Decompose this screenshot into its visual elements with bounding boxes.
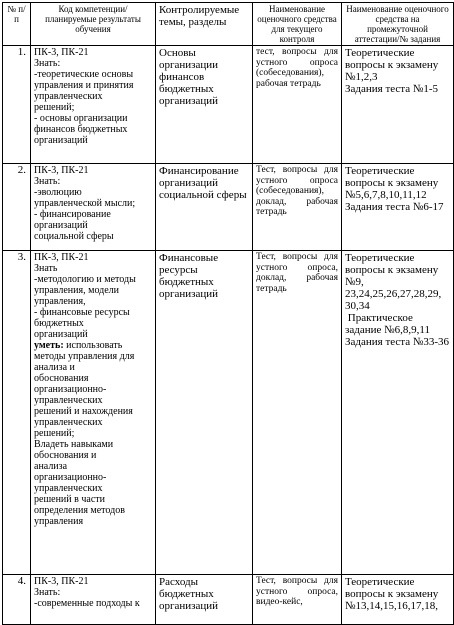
- attestation-cell: [342, 575, 454, 625]
- row-number: 1.: [3, 46, 31, 164]
- header-attestation: Наименование оценочного средства на промежуточной аттестации/№ задания: [342, 3, 454, 46]
- competence-line: организационно-: [34, 384, 107, 395]
- competence-line: ПК-3, ПК-21: [34, 165, 89, 176]
- competence-line: -современные подходы к: [34, 598, 140, 609]
- attestation-line: Практическое задание №6,8,9,11: [345, 312, 430, 336]
- competence-line: управления: [34, 516, 84, 527]
- competence-line: Знать:: [34, 587, 61, 598]
- competence-line: ПК-3, ПК-21: [34, 47, 89, 58]
- competence-line: решений;: [34, 428, 75, 439]
- competence-line: организаций: [34, 329, 88, 340]
- competence-line: решений и нахождения: [34, 406, 133, 417]
- current-control-cell: тест, вопросы для устного опроса (собеседования), рабочая тетрадь: [253, 46, 342, 164]
- table-row: [3, 164, 454, 251]
- competence-cell: [31, 46, 156, 164]
- table-row: [3, 575, 454, 625]
- competence-line: управления, модели: [34, 285, 120, 296]
- attestation-line: Теоретические вопросы к экзамену №13,14,15,16,17,18,: [345, 576, 442, 612]
- competence-line: - основы организации: [34, 113, 128, 124]
- competence-line: методы управления для: [34, 351, 135, 362]
- header-competence: Код компетенции/ планируемые результаты обучения: [31, 3, 156, 46]
- attestation-line: Теоретические вопросы к экзамену №5,6,7,8,10,11,12: [345, 165, 442, 201]
- competence-line: управленческих: [34, 417, 103, 428]
- attestation-line: Теоретические вопросы к экзамену №9, 23,24,25,26,27,28,29, 30,34: [345, 252, 444, 312]
- current-control-cell: Тест, вопросы для устного опроса, видео-кейс,: [253, 575, 342, 625]
- current-control-cell: Тест, вопросы для устного опроса, доклад, рабочая тетрадь: [253, 251, 342, 575]
- competence-line: -методологию и методы: [34, 274, 136, 285]
- competence-line: Владеть навыками: [34, 439, 114, 450]
- header-row: [3, 3, 454, 46]
- topic-cell: Расходы бюджетных организаций: [156, 575, 253, 625]
- row-number: 4.: [3, 575, 31, 625]
- competence-line: анализа: [34, 461, 68, 472]
- competence-assessment-table: [2, 2, 454, 625]
- table-row: [3, 46, 454, 164]
- competence-line: управленческих: [34, 395, 103, 406]
- current-control-cell: Тест, вопросы для устного опроса (собеседования), доклад, рабочая тетрадь: [253, 164, 342, 251]
- competence-line: обоснования и: [34, 450, 97, 461]
- competence-line: Знать: [34, 263, 58, 274]
- attestation-cell: [342, 46, 454, 164]
- competence-line: управленческих: [34, 483, 103, 494]
- competence-cell: [31, 251, 156, 575]
- table-row: [3, 251, 454, 575]
- attestation-line: Задания теста №1-5: [345, 83, 439, 95]
- competence-line: обоснования: [34, 373, 89, 384]
- competence-line: -эволюцию: [34, 187, 82, 198]
- competence-line: управления,: [34, 296, 86, 307]
- competence-cell: [31, 575, 156, 625]
- competence-line: Знать:: [34, 58, 61, 69]
- competence-line: -теоретические основы: [34, 69, 134, 80]
- competence-line: организаций: [34, 220, 88, 231]
- competence-line: социальной сферы: [34, 231, 114, 242]
- competence-line: организационно-: [34, 472, 107, 483]
- topic-cell: Основы организации финансов бюджетных организаций: [156, 46, 253, 164]
- attestation-line: Теоретические вопросы к экзамену №1,2,3: [345, 47, 442, 83]
- competence-line: определения методов: [34, 505, 125, 516]
- competence-line: - финансовые ресурсы: [34, 307, 130, 318]
- competence-line: ПК-3, ПК-21: [34, 252, 89, 263]
- row-number: 3.: [3, 251, 31, 575]
- attestation-line: Задания теста №33-36: [345, 336, 450, 348]
- header-current-control: Наименование оценочного средства для текущего контроля: [253, 3, 342, 46]
- competence-line: решений в части: [34, 494, 105, 505]
- competence-line: финансов бюджетных: [34, 124, 128, 135]
- competence-line: управления и принятия: [34, 80, 134, 91]
- competence-line: уметь: использовать: [34, 340, 123, 351]
- competence-line: - финансирование: [34, 209, 111, 220]
- topic-cell: Финансирование организаций социальной сферы: [156, 164, 253, 251]
- competence-line: решений;: [34, 102, 75, 113]
- header-topics: Контролируемые темы, разделы: [156, 3, 253, 46]
- topic-cell: Финансовые ресурсы бюджетных организаций: [156, 251, 253, 575]
- competence-line: бюджетных: [34, 318, 84, 329]
- competence-cell: [31, 164, 156, 251]
- competence-line: управленческих: [34, 91, 103, 102]
- competence-line: управленческой мысли;: [34, 198, 136, 209]
- attestation-line: Задания теста №6-17: [345, 201, 444, 213]
- competence-line: ПК-3, ПК-21: [34, 576, 89, 587]
- attestation-cell: [342, 164, 454, 251]
- row-number: 2.: [3, 164, 31, 251]
- header-num: № п/п: [3, 3, 31, 46]
- competence-line: анализа и: [34, 362, 75, 373]
- attestation-cell: [342, 251, 454, 575]
- competence-line: организаций: [34, 135, 88, 146]
- competence-line: Знать:: [34, 176, 61, 187]
